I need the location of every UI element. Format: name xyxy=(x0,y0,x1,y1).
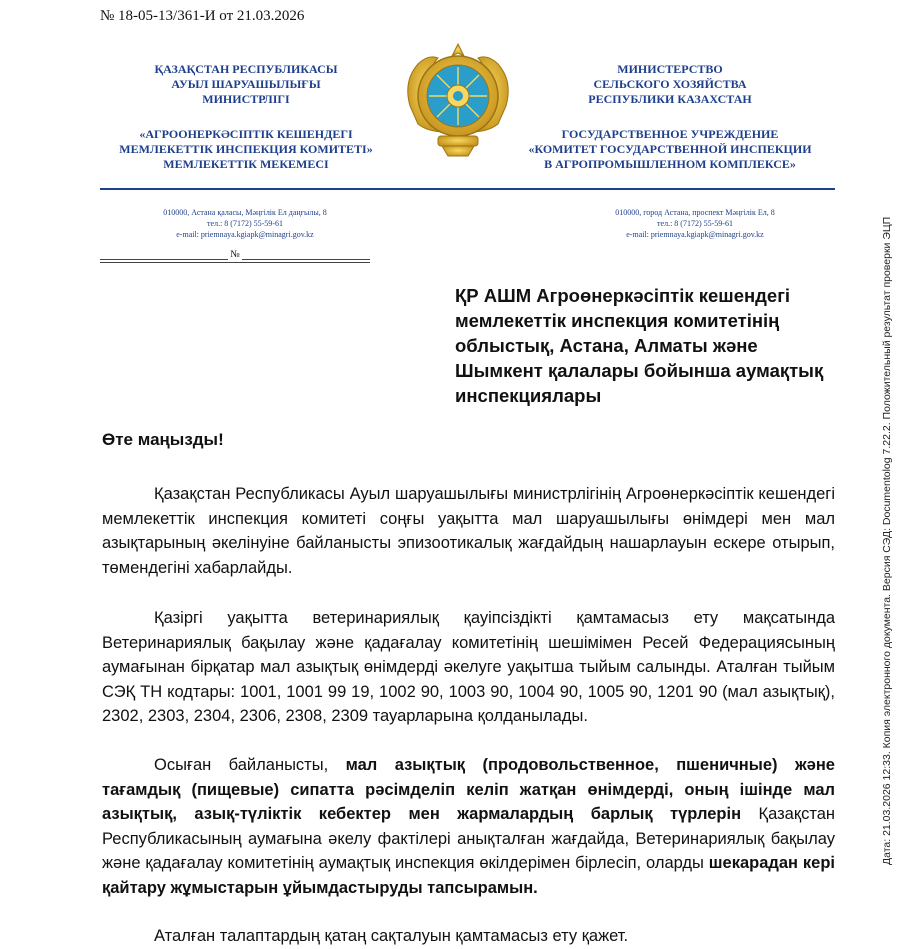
header-line: РЕСПУБЛИКИ КАЗАХСТАН xyxy=(588,92,752,106)
importance-heading: Өте маңызды! xyxy=(102,430,224,449)
paragraph-3 xyxy=(102,753,835,900)
header-line: ҚАЗАҚСТАН РЕСПУБЛИКАСЫ xyxy=(154,62,338,76)
header-left-kazakh xyxy=(96,62,396,172)
address-right xyxy=(560,207,830,240)
header-right-russian xyxy=(510,62,830,172)
address-line: тел.: 8 (7172) 55-59-61 xyxy=(207,219,283,228)
address-email: e-mail: priemnaya.kgiapk@minagri.gov.kz xyxy=(176,230,314,239)
paragraph-text: Осыған байланысты, xyxy=(154,756,346,774)
registration-number-label: № xyxy=(230,249,240,260)
address-left xyxy=(110,207,380,240)
paragraph-1 xyxy=(102,482,835,580)
registration-number-field xyxy=(100,249,370,260)
header-line: МИНИСТРЛІГІ xyxy=(202,92,290,106)
address-line: тел.: 8 (7172) 55-59-61 xyxy=(657,219,733,228)
addressee-block: ҚР АШМ Агроөнеркәсіптік кешендегі мемлекеттік инспекция комитетінің облыстық, Астана, Алматы және Шымкент қалалары бойынша аумақтық инспекциялары xyxy=(455,285,824,406)
document-number: № 18-05-13/361-И от 21.03.2026 xyxy=(100,8,305,24)
address-line: 010000, город Астана, проспект Мәңгілік Ел, 8 xyxy=(615,208,775,217)
registration-date-field xyxy=(100,262,370,263)
paragraph-bold-text: шекарадан кері қайтару жұмыстарын ұйымдастыруды тапсырамын. xyxy=(102,854,835,897)
state-emblem-icon xyxy=(398,36,518,160)
header-line: СЕЛЬСКОГО ХОЗЯЙСТВА xyxy=(593,77,747,91)
paragraph-text: Қазақстан Республикасы Ауыл шаруашылығы министрлігінің Агроөнеркәсіптік кешендегі мемлекеттік инспекция комитеті соңғы уақытта мал шаруашылығы өнімдері мен мал азықтарының әкелінуіне байланысты эпизоотикалық жағдайдың нашарлауын ескере отырып, төмендегіні хабарлайды. xyxy=(102,485,835,577)
header-line: МЕМЛЕКЕТТІК ИНСПЕКЦИЯ КОМИТЕТІ» xyxy=(119,142,373,156)
header-line: МЕМЛЕКЕТТІК МЕКЕМЕСІ xyxy=(163,157,329,171)
header-line: ГОСУДАРСТВЕННОЕ УЧРЕЖДЕНИЕ xyxy=(561,127,779,141)
paragraph-bold-text: мал азықтық (продовольственное, пшеничные) және тағамдық (пищевые) сипатта рәсімделіп келіп жатқан өнімдерді, оның ішінде мал азықтық, азық-түліктік кебектер мен жармалардың барлық түрлерін xyxy=(102,756,835,823)
header-line: МИНИСТЕРСТВО xyxy=(617,62,723,76)
header-line: «КОМИТЕТ ГОСУДАРСТВЕННОЙ ИНСПЕКЦИИ xyxy=(528,142,812,156)
paragraph-text: Қазақстан Республикасының аумағына әкелу фактілері анықталған жағдайда, Ветеринариялық бақылау және қадағалау комитетінің аумақтық инспекция өкілдерімен бірлесіп, оларды xyxy=(102,805,835,872)
header-line: В АГРОПРОМЫШЛЕННОМ КОМПЛЕКСЕ» xyxy=(544,157,796,171)
paragraph-2 xyxy=(102,606,835,729)
paragraph-text: Аталған талаптардың қатаң сақталуын қамтамасыз ету қажет. xyxy=(154,927,629,945)
e-signature-stamp: Дата: 21.03.2026 12:33. Копия электронного документа. Версия СЭД: Documentolog 7.22.2. Положительный результат проверки ЭЦП xyxy=(881,216,893,865)
address-line: 010000, Астана қаласы, Мәңгілік Ел даңғылы, 8 xyxy=(163,208,327,217)
paragraph-text: Қазіргі уақытта ветеринариялық қауіпсіздікті қамтамасыз ету мақсатында Ветеринариялық бақылау және қадағалау комитетінің шешімімен Ресей Федерациясының аумағынан бірқатар мал азықтық өнімдерді әкелуге уақытша тыйым салынды. Аталған тыйым СЭҚ ТН кодтары: 1001, 1001 99 19, 1002 90, 1003 90, 1004 90, 1005 90, 1201 90 (мал азықтық), 2302, 2303, 2304, 2306, 2308, 2309 тауарларына қолданылады. xyxy=(102,609,835,725)
paragraph-4 xyxy=(102,924,835,949)
header-line: АУЫЛ ШАРУАШЫЛЫҒЫ xyxy=(171,77,321,91)
header-divider xyxy=(100,188,835,190)
header-line: «АГРООНЕРКӘСІПТІК КЕШЕНДЕГІ xyxy=(139,127,353,141)
address-email: e-mail: priemnaya.kgiapk@minagri.gov.kz xyxy=(626,230,764,239)
